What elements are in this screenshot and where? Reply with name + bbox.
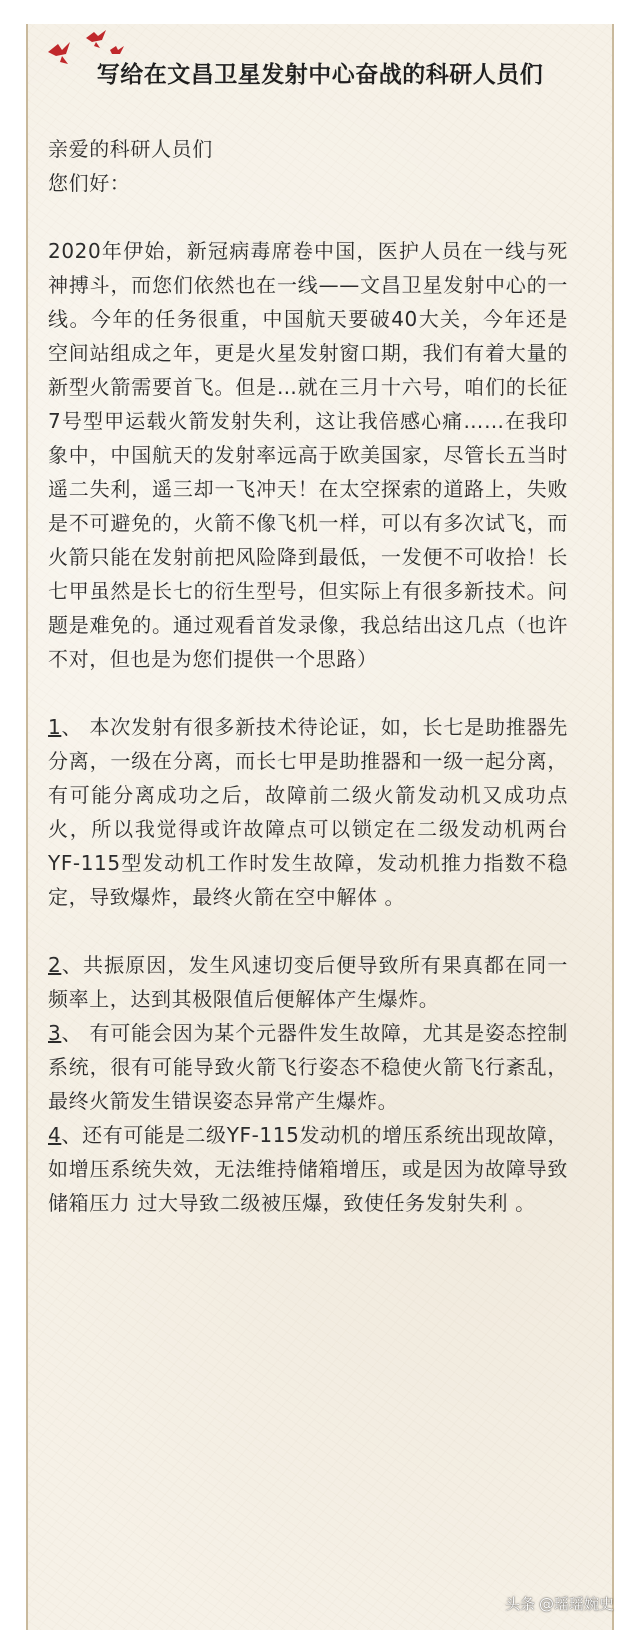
point-number: 3 — [48, 1021, 62, 1045]
source-watermark — [505, 1593, 614, 1614]
watermark-handle: @瑶瑶婉史 — [538, 1595, 614, 1613]
salutation — [48, 132, 568, 166]
point-separator: 、 — [61, 1123, 83, 1147]
point-2 — [48, 948, 568, 1016]
point-text: 共振原因，发生风速切变后便导致所有果真都在同一频率上，达到其极限值后便解体产生爆炸。 — [48, 953, 568, 1011]
point-text: 还有可能是二级YF-115发动机的增压系统出现故障，如增压系统失效，无法维持储箱增压，或是因为故障导致储箱压力 过大导致二级被压爆，致使任务发射失利 。 — [48, 1123, 568, 1215]
letter-body — [48, 132, 568, 1220]
greeting — [48, 166, 568, 200]
point-3 — [48, 1016, 568, 1118]
point-text: 有可能会因为某个元器件发生故障，尤其是姿态控制系统，很有可能导致火箭飞行姿态不稳使火箭飞行紊乱，最终火箭发生错误姿态异常产生爆炸。 — [48, 1021, 568, 1113]
point-1 — [48, 710, 568, 914]
point-number: 1 — [48, 715, 62, 739]
intro-paragraph: 2020年伊始，新冠病毒席卷中国，医护人员在一线与死神搏斗，而您们依然也在一线——文昌卫星发射中心的一线。今年的任务很重，中国航天要破40大关，今年还是空间站组成之年，更是火星发射窗口期，我们有着大量的新型火箭需要首飞。但是…就在三月十六号，咱们的长征7号型甲运载火箭发射失利，这让我倍感心痛……在我印象中，中国航天的发射率远高于欧美国家，尽管长五当时遥二失利，遥三却一飞冲天！在太空探索的道路上，失败是不可避免的，火箭不像飞机一样，可以有多次试飞，而火箭只能在发射前把风险降到最低，一发便不可收拾！长七甲虽然是长七的衍生型号，但实际上有很多新技术。问题是难免的。通过观看首发录像，我总结出这几点（也许不对，但也是为您们提供一个思路） — [48, 239, 568, 671]
point-separator: 、 — [61, 953, 83, 977]
point-text: 本次发射有很多新技术待论证，如，长七是助推器先分离，一级在分离，而长七甲是助推器和一级一起分离，有可能分离成功之后，故障前二级火箭发动机又成功点火，所以我觉得或许故障点可以锁定在二级发动机两台YF-115型发动机工作时发生故障，发动机推力指数不稳定，导致爆炸，最终火箭在空中解体 。 — [48, 715, 568, 909]
salutation-text: 亲爱的科研人员们 — [48, 137, 213, 161]
greeting-text: 您们好： — [48, 171, 131, 195]
point-number: 4 — [48, 1123, 62, 1147]
point-4 — [48, 1118, 568, 1220]
point-separator: 、 — [61, 1021, 90, 1045]
point-number: 2 — [48, 953, 62, 977]
letter-title: 写给在文昌卫星发射中心奋战的科研人员们 — [96, 62, 544, 88]
watermark-platform: 头条 — [504, 1595, 535, 1613]
point-separator: 、 — [61, 715, 90, 739]
